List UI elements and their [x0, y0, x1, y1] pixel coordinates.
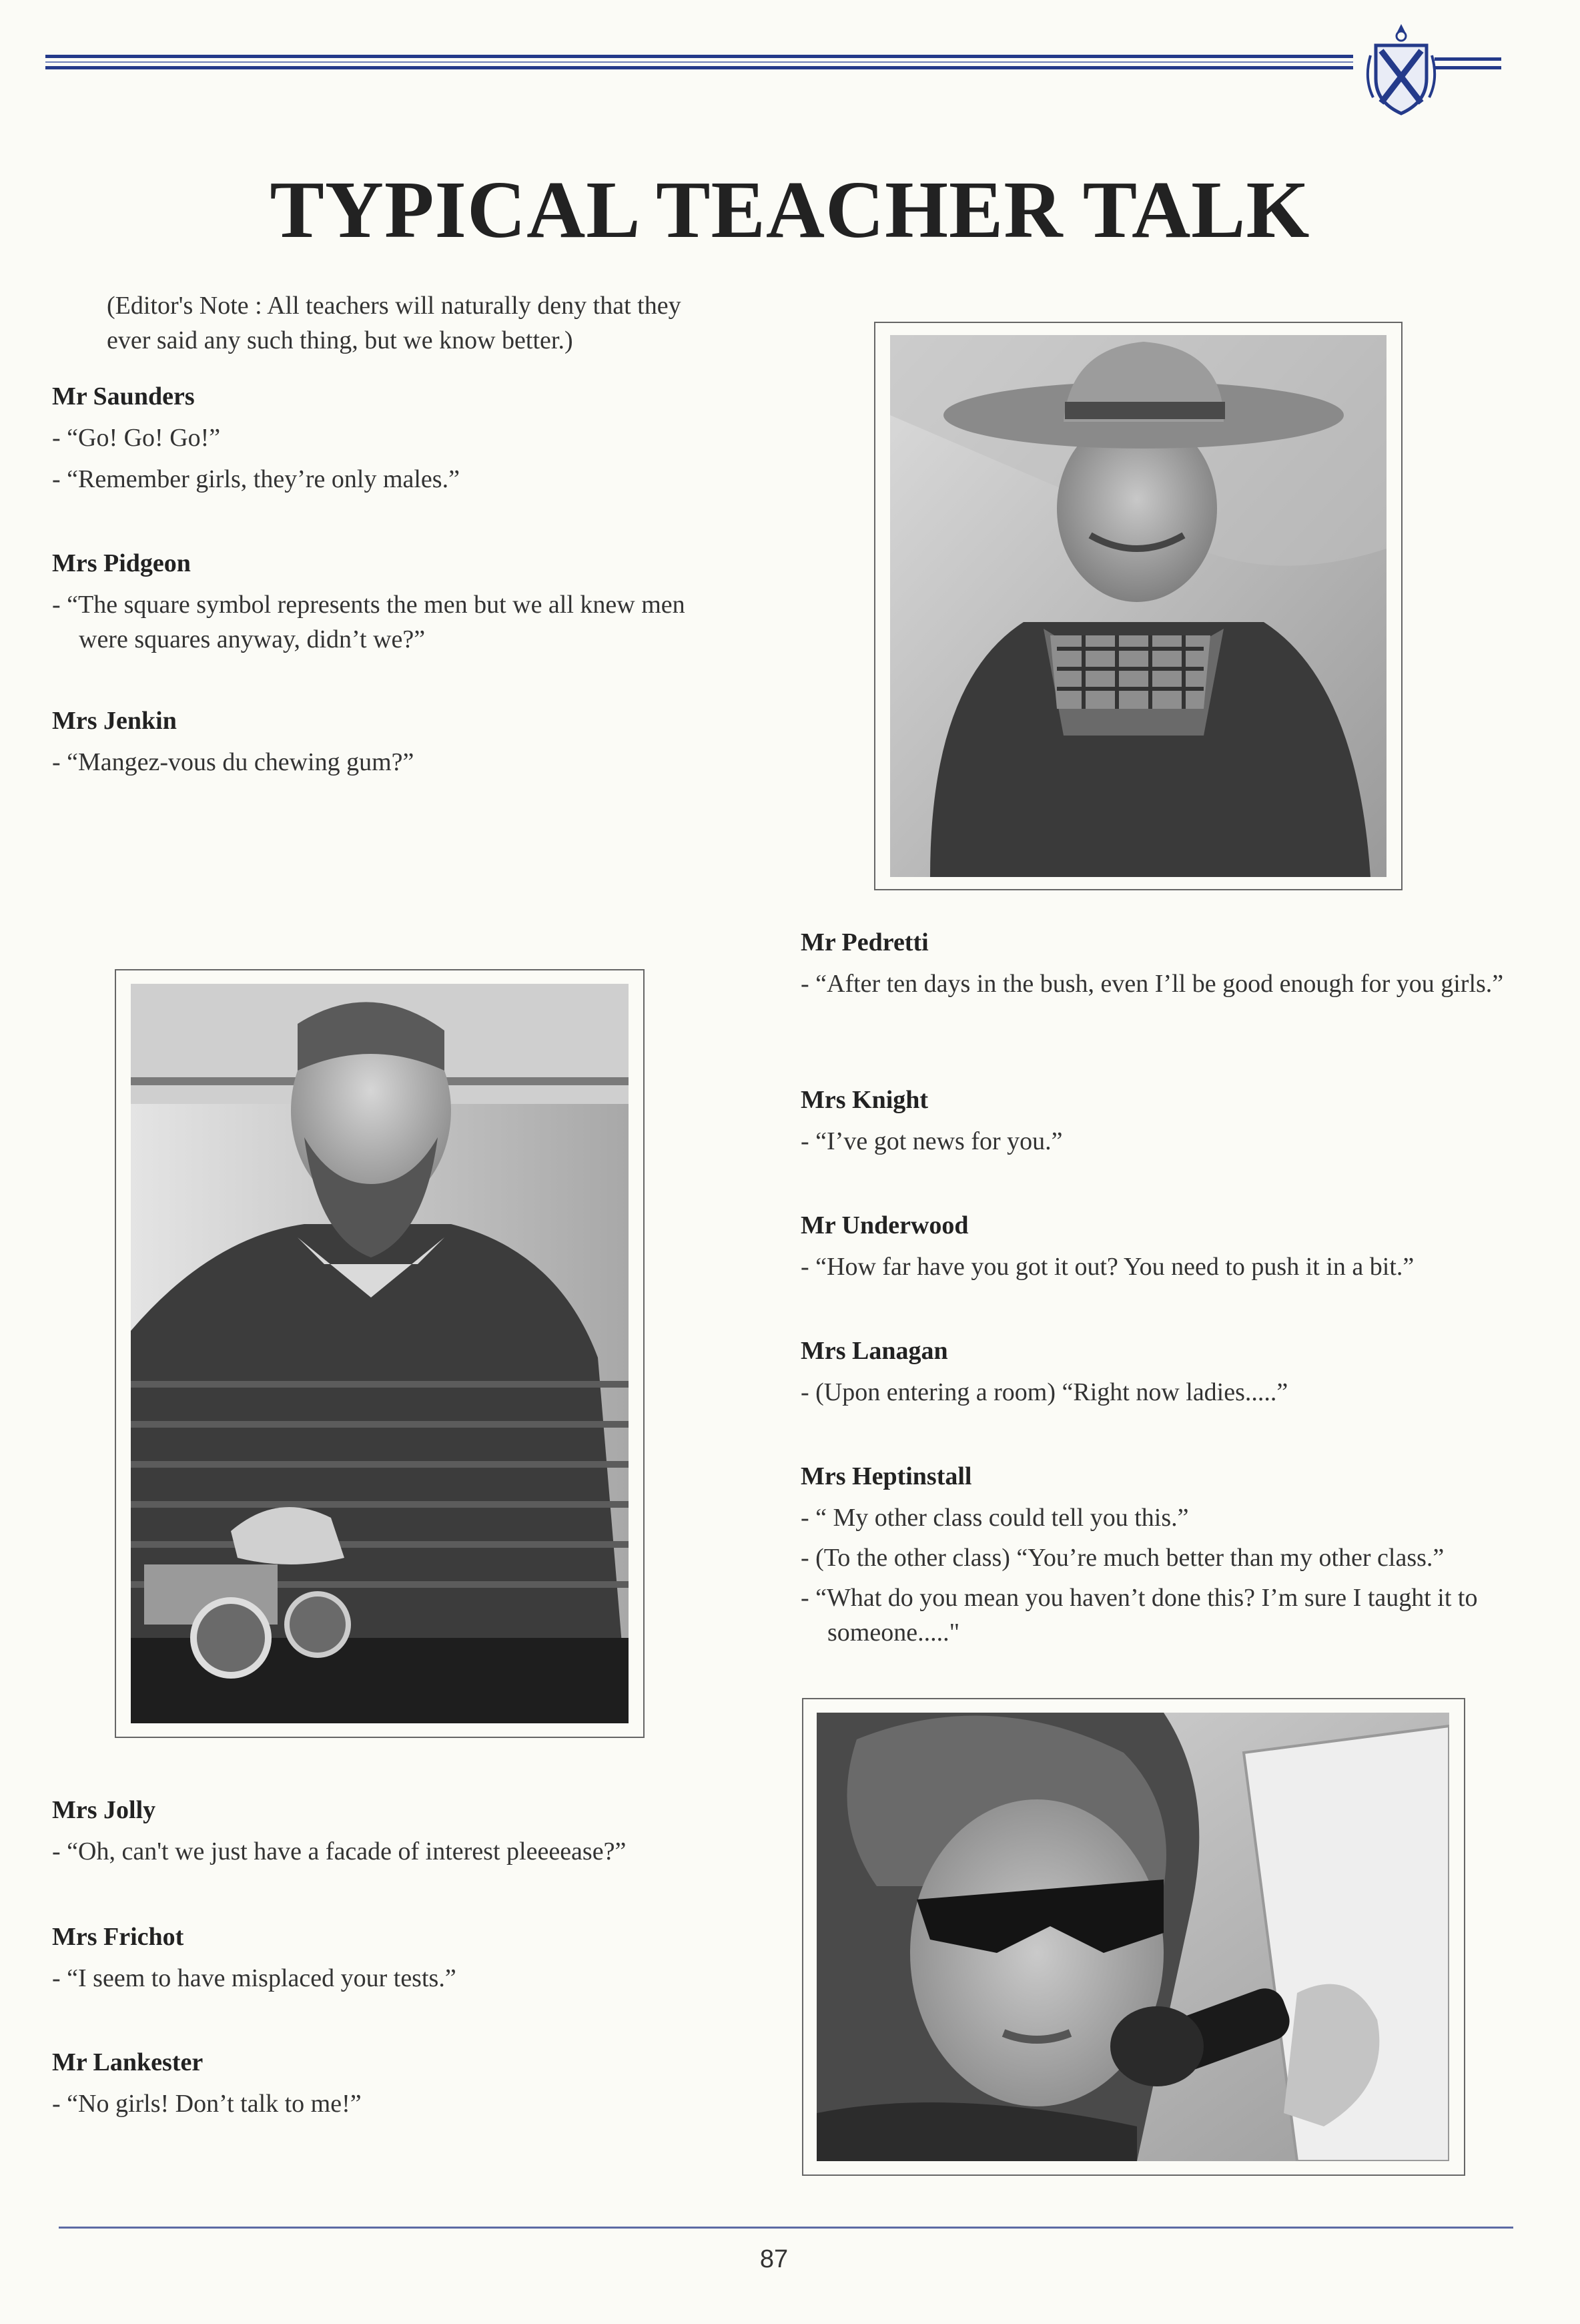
teacher-quote: - “Mangez-vous du chewing gum?” — [52, 748, 414, 776]
teacher-quote: - “Go! Go! Go!” — [52, 424, 221, 452]
teacher-name: Mrs Jenkin — [52, 707, 177, 735]
teacher-quote: - “Remember girls, they’re only males.” — [52, 465, 460, 493]
header-rule-right-top — [1435, 57, 1501, 61]
teacher-quote: - “No girls! Don’t talk to me!” — [52, 2090, 362, 2118]
teacher-name: Mrs Lanagan — [801, 1337, 948, 1365]
photo-teacher-beard — [115, 969, 645, 1738]
page-title: TYPICAL TEACHER TALK — [270, 165, 1310, 255]
teacher-name: Mrs Pidgeon — [52, 549, 191, 577]
teacher-lanagan — [801, 1336, 1521, 1410]
teacher-quote: - (To the other class) “You’re much better than my other class.” — [801, 1544, 1445, 1572]
teacher-quote: - “How far have you got it out? You need to push it in a bit.” — [801, 1253, 1415, 1281]
header-rule-mid — [45, 61, 1353, 63]
school-crest-icon — [1361, 19, 1441, 119]
teacher-name: Mr Saunders — [52, 382, 195, 410]
teacher-name: Mrs Frichot — [52, 1923, 184, 1951]
footer-rule — [59, 2227, 1513, 2229]
teacher-jenkin — [52, 706, 719, 780]
teacher-quote: - “Oh, can't we just have a facade of interest pleeeease?” — [52, 1837, 627, 1865]
header-rule-right-bottom — [1435, 66, 1501, 69]
teacher-name: Mrs Jolly — [52, 1796, 156, 1824]
teacher-lankester — [52, 2048, 773, 2121]
teacher-pidgeon — [52, 549, 706, 657]
teacher-pedretti — [801, 928, 1521, 1001]
teacher-underwood — [801, 1211, 1521, 1284]
teacher-quote: - “I seem to have misplaced your tests.” — [52, 1964, 456, 1992]
teacher-name: Mr Pedretti — [801, 928, 929, 956]
teacher-frichot — [52, 1922, 773, 1996]
teacher-quote: - (Upon entering a room) “Right now ladies.....” — [801, 1378, 1288, 1406]
teacher-jolly — [52, 1795, 773, 1869]
photo-teacher-hat — [874, 322, 1403, 890]
page-number: 87 — [759, 2245, 789, 2273]
teacher-name: Mr Underwood — [801, 1211, 969, 1239]
teacher-name: Mrs Knight — [801, 1086, 929, 1114]
teacher-heptinstall — [801, 1462, 1521, 1650]
teacher-quote: - “The square symbol represents the men but we all knew men were squares anyway, didn’t we?” — [52, 591, 685, 653]
photo-teacher-sunglasses — [802, 1698, 1465, 2176]
teacher-knight — [801, 1085, 1521, 1159]
teacher-name: Mrs Heptinstall — [801, 1462, 972, 1490]
teacher-quote: - “What do you mean you haven’t done this? I’m sure I taught it to someone....." — [801, 1584, 1478, 1647]
editors-note: (Editor's Note : All teachers will naturally deny that they ever said any such thing, but we know better.) — [107, 292, 681, 354]
teacher-name: Mr Lankester — [52, 2048, 204, 2076]
teacher-quote: - “ My other class could tell you this.” — [801, 1504, 1189, 1532]
teacher-saunders — [52, 382, 719, 497]
header-rule-top — [45, 55, 1353, 58]
teacher-quote: - “I’ve got news for you.” — [801, 1127, 1063, 1155]
header-rule-bottom — [45, 66, 1353, 69]
teacher-quote: - “After ten days in the bush, even I’ll be good enough for you girls.” — [801, 970, 1504, 998]
